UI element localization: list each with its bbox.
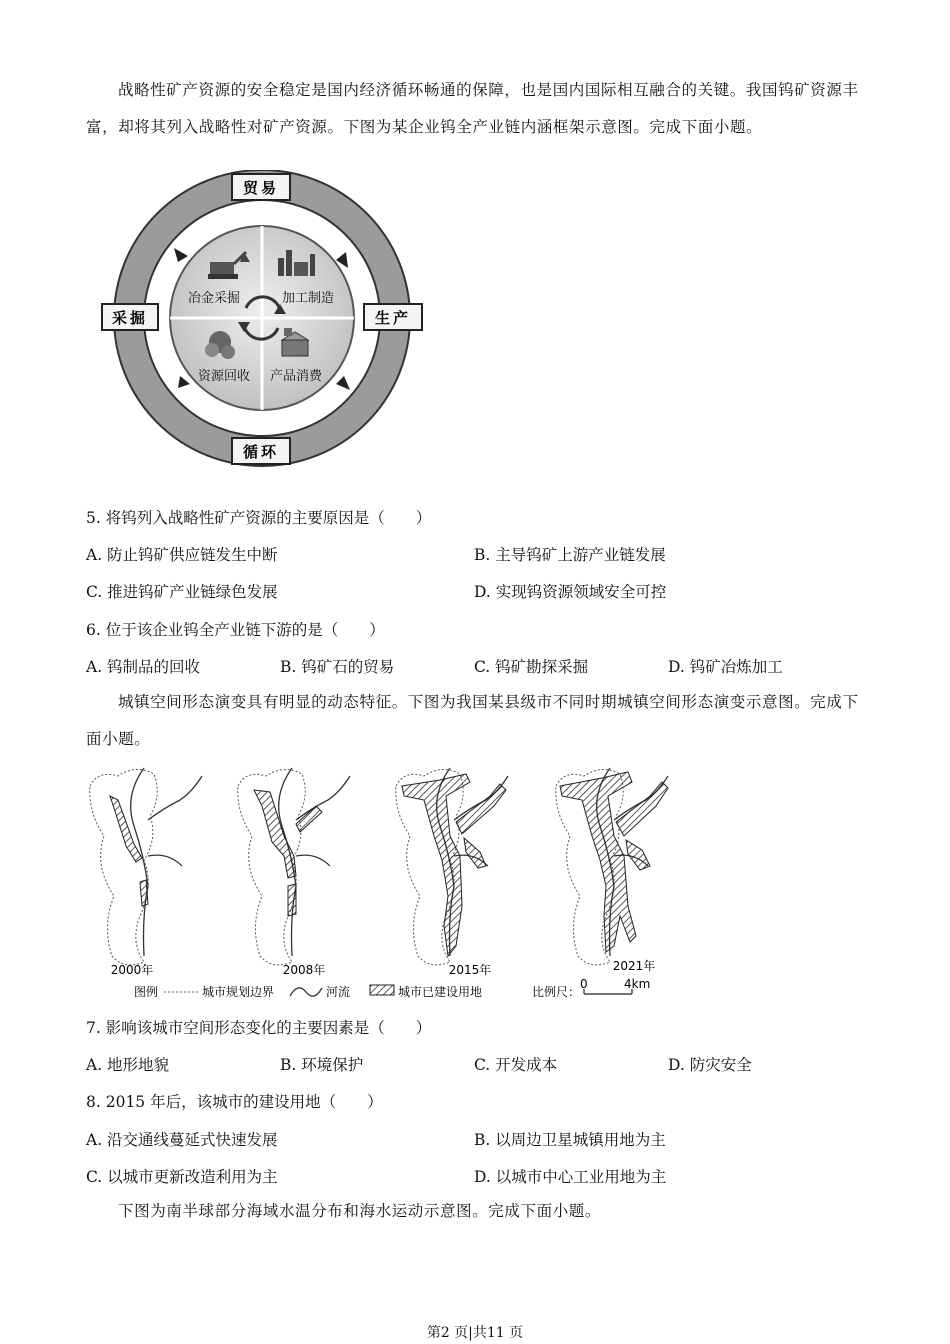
q8-option-d[interactable]: D. 以城市中心工业用地为主 (474, 1168, 667, 1186)
q5-option-a[interactable]: A. 防止钨矿供应链发生中断 (86, 546, 278, 564)
q8-option-a[interactable]: A. 沿交通线蔓延式快速发展 (86, 1131, 278, 1149)
legend-river-label: 河流 (326, 985, 351, 999)
legend-title: 图例 (134, 985, 159, 999)
outer-label-extraction: 采掘 (111, 309, 149, 327)
page-footer: 第2 页|共11 页 (426, 1325, 524, 1341)
outer-label-cycle: 循环 (242, 443, 280, 461)
question-8-stem: 8. 2015 年后，该城市的建设用地（ ） (86, 1093, 383, 1111)
q5-option-d[interactable]: D. 实现钨资源领域安全可控 (474, 583, 667, 601)
outer-label-trade: 贸易 (242, 179, 280, 197)
q7-option-c[interactable]: C. 开发成本 (474, 1056, 558, 1074)
map-year-2021: 2021年 (612, 959, 656, 973)
intro-paragraph-3: 下图为南半球部分海域水温分布和海水运动示意图。完成下面小题。 (118, 1202, 602, 1220)
map-year-2008: 2008年 (282, 963, 326, 977)
question-6-stem: 6. 位于该企业钨全产业链下游的是（ ） (86, 621, 385, 639)
legend-built-symbol (370, 985, 394, 995)
map-2008 (238, 768, 350, 977)
map-year-2000: 2000年 (110, 963, 154, 977)
industry-chain-diagram (98, 170, 438, 470)
q8-option-c[interactable]: C. 以城市更新改造利用为主 (86, 1168, 278, 1186)
scale-zero: 0 (580, 977, 588, 991)
q6-option-d[interactable]: D. 钨矿冶炼加工 (668, 658, 783, 676)
question-7-stem: 7. 影响该城市空间形态变化的主要因素是（ ） (86, 1019, 432, 1037)
map-year-2015: 2015年 (448, 963, 492, 977)
legend-river-symbol (290, 988, 322, 996)
q6-option-c[interactable]: C. 钨矿勘探采掘 (474, 658, 589, 676)
map-2015 (396, 768, 508, 977)
legend-boundary-label: 城市规划边界 (202, 985, 275, 999)
map-legend (134, 977, 650, 999)
outer-label-production: 生产 (374, 309, 412, 327)
q5-option-b[interactable]: B. 主导钨矿上游产业链发展 (474, 546, 666, 564)
quadrant-label-consumption: 产品消费 (269, 369, 323, 384)
q7-option-d[interactable]: D. 防灾安全 (668, 1056, 752, 1074)
intro-paragraph-2: 城镇空间形态演变具有明显的动态特征。下图为我国某县级市不同时期城镇空间形态演变示意图。完成下面小题。 (86, 693, 859, 748)
quadrant-label-recycling: 资源回收 (197, 369, 251, 384)
intro-paragraph-1: 战略性矿产资源的安全稳定是国内经济循环畅通的保障，也是国内国际相互融合的关键。我国钨矿资源丰富，却将其列入战略性对矿产资源。下图为某企业钨全产业链内涵框架示意图。完成下面小题。 (86, 81, 859, 136)
map-2000 (90, 768, 202, 977)
legend-built-label: 城市已建设用地 (398, 985, 483, 999)
city-evolution-maps (84, 756, 704, 1006)
quadrant-label-mining: 冶金采掘 (187, 291, 241, 306)
scale-label: 比例尺： (532, 985, 581, 999)
quadrant-label-manufacturing: 加工制造 (281, 291, 335, 306)
scale-end: 4km (624, 977, 651, 991)
q6-option-b[interactable]: B. 钨矿石的贸易 (280, 658, 395, 676)
q7-option-a[interactable]: A. 地形地貌 (86, 1056, 170, 1074)
question-5-stem: 5. 将钨列入战略性矿产资源的主要原因是（ ） (86, 509, 432, 527)
q7-option-b[interactable]: B. 环境保护 (280, 1056, 364, 1074)
q8-option-b[interactable]: B. 以周边卫星城镇用地为主 (474, 1131, 666, 1149)
q5-option-c[interactable]: C. 推进钨矿产业链绿色发展 (86, 583, 278, 601)
map-2021 (556, 768, 668, 973)
q6-option-a[interactable]: A. 钨制品的回收 (86, 658, 201, 676)
